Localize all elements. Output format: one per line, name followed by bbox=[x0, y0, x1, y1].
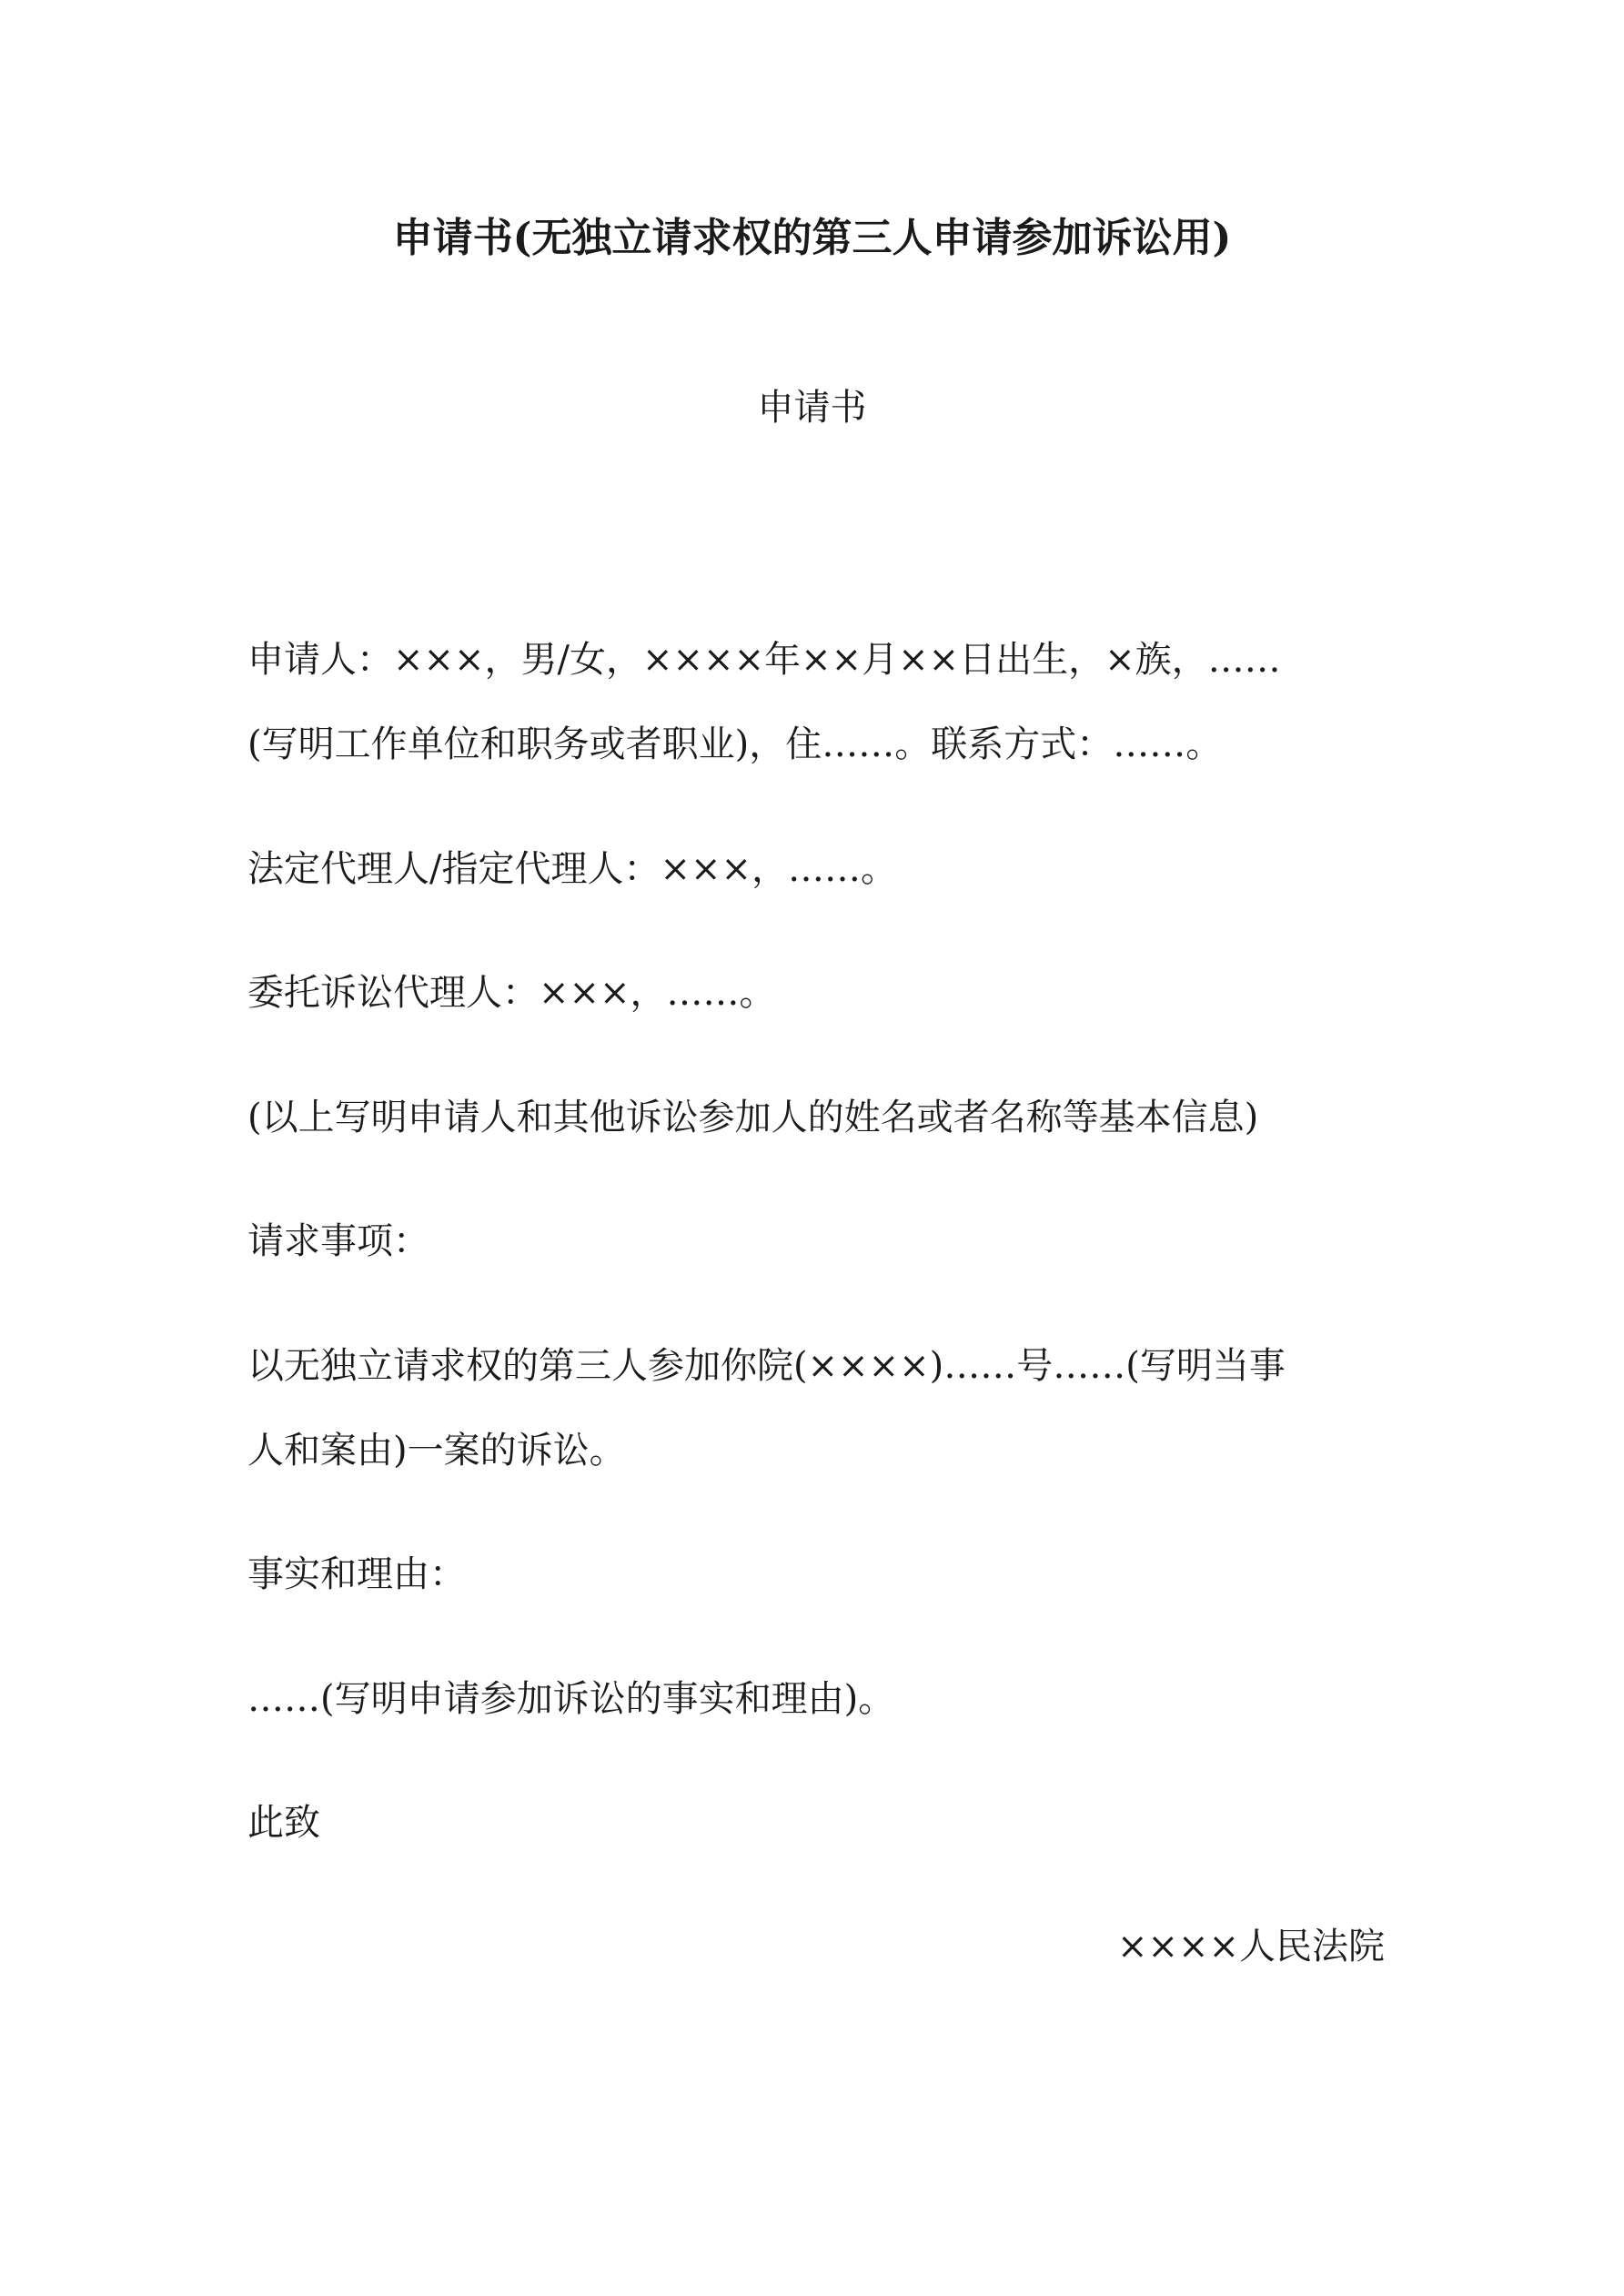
litigation-agent-line: 委托诉讼代理人：×××，……。 bbox=[247, 972, 776, 1014]
facts-line: ……(写明申请参加诉讼的事实和理由)。 bbox=[247, 1678, 895, 1720]
legal-agent-line: 法定代理人/指定代理人：×××，……。 bbox=[247, 848, 898, 890]
document-title: 申请书(无独立请求权的第三人申请参加诉讼用) bbox=[392, 215, 1232, 261]
claims-line-2: 人和案由)一案的诉讼。 bbox=[247, 1430, 626, 1472]
applicant-line-2: (写明工作单位和职务或者职业)，住……。联系方式：……。 bbox=[247, 723, 1223, 765]
court-name: ××××人民法院 bbox=[1116, 1926, 1385, 1967]
document-subtitle: 申请书 bbox=[757, 387, 867, 429]
facts-heading: 事实和理由： bbox=[247, 1553, 466, 1595]
applicant-line-1: 申请人：×××，男/女，××××年××月××日出生，×族，…… bbox=[247, 639, 1281, 681]
salutation: 此致 bbox=[247, 1802, 320, 1844]
claims-line-1: 以无独立请求权的第三人参加你院(××××)……号……(写明当事 bbox=[247, 1345, 1286, 1387]
claims-heading: 请求事项： bbox=[247, 1220, 429, 1262]
basic-info-note: (以上写明申请人和其他诉讼参加人的姓名或者名称等基本信息) bbox=[247, 1097, 1259, 1138]
